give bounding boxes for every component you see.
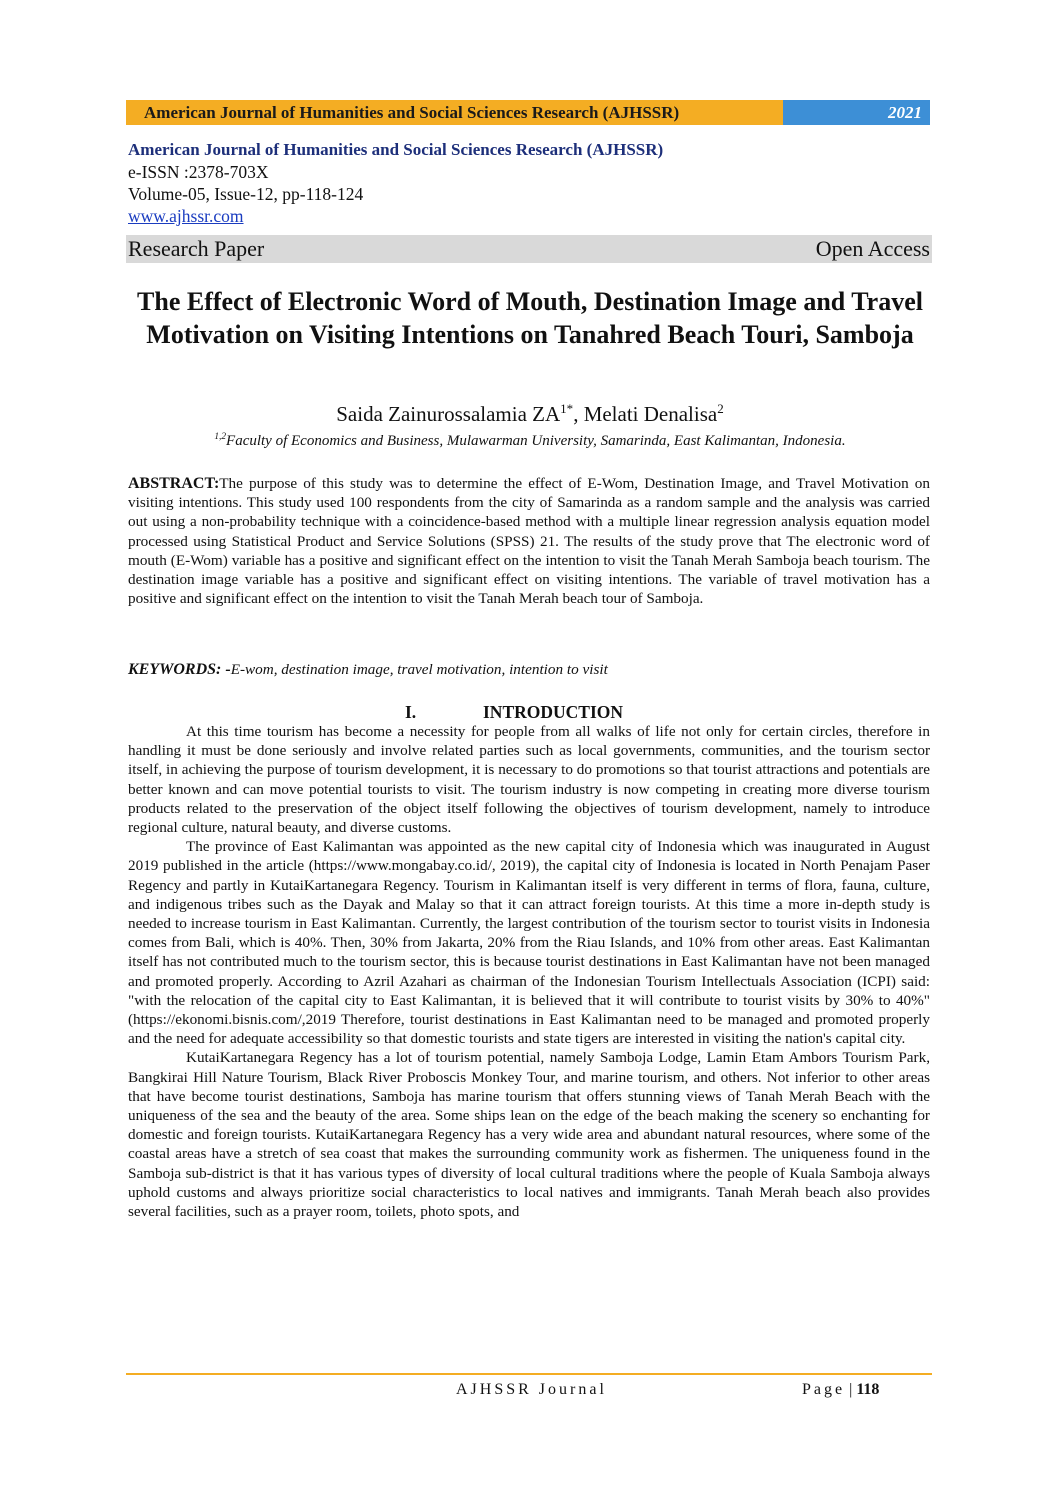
keywords-text: E-wom, destination image, travel motivation, intention to visit	[230, 661, 608, 678]
journal-name: American Journal of Humanities and Social Sciences Research (AJHSSR)	[128, 140, 664, 159]
footer-journal: AJHSSR Journal	[456, 1381, 607, 1398]
issn: e-ISSN :2378-703X	[128, 162, 269, 182]
authors	[130, 401, 930, 427]
author-1-affiliation-mark: 1*	[560, 401, 574, 416]
running-header	[126, 100, 930, 125]
journal-meta	[128, 139, 932, 227]
keywords-label: KEYWORDS: -	[128, 661, 231, 678]
website-link[interactable]: www.ajhssr.com	[128, 206, 244, 226]
section-number: I.	[405, 702, 417, 722]
paragraph: KutaiKartanegara Regency has a lot of tourism potential, namely Samboja Lodge, Lamin Etam Ambors Tourism Park, Bangkirai Hill Nature Tourism, Black River Proboscis Monkey Tour, and marine tourism, and others. Not inferior to other areas that have become tourist destinations, Samboja has marine tourism that offers stunning views of Tanah Merah Beach with the uniqueness of the sea and the beauty of the area. Some ships lean on the edge of the beach making the scenery so enchanting for domestic and foreign tourists. KutaiKartanegara Regency has a very wide area and abundant natural resources, where some of the coastal areas have a stretch of sea coast that makes the surrounding community work as fishermen. The uniqueness found in the Samboja sub-district is that it has various types of diversity of local cultural traditions where the people of Kuala Samboja always uphold customs and always prioritize social characteristics to local natives and immigrants. Tanah Merah beach also provides several facilities, such as a prayer room, toilets, photo spots, and	[128, 1049, 930, 1221]
abstract-text: The purpose of this study was to determine the effect of E-Wom, Destination Image, and Travel Motivation on visiting intentions. This study used 100 respondents from the city of Samarinda as a random sample and the analysis was carried out using a non-probability technique with a coincidence-based method with a multiple linear regression analysis equation model processed using Statistical Product and Service Solutions (SPSS) 21. The results of the study prove that The electronic word of mouth (E-Wom) variable has a positive and significant effect on the intention to visit the Tanah Merah Samboja beach tourism. The destination image variable has a positive and significant effect on visiting intentions. The variable of travel motivation has a positive and significant effect on the intention to visit the Tanah Merah beach tour of Samboja.	[128, 475, 930, 608]
footer-rule	[126, 1373, 932, 1375]
running-header-year: 2021	[783, 100, 930, 125]
author-2-affiliation-mark: 2	[717, 401, 724, 416]
running-header-journal: American Journal of Humanities and Social Sciences Research (AJHSSR)	[126, 100, 783, 125]
author-2: Melati Denalisa	[583, 402, 718, 426]
paper-type: Research Paper	[128, 236, 265, 261]
affiliation-mark: 1,2	[214, 432, 227, 442]
paragraph: The province of East Kalimantan was appointed as the new capital city of Indonesia which was inaugurated in August 2019 published in the article (https://www.mongabay.co.id/, 2019), the capital city of Indonesia is located in North Penajam Paser Regency and partly in KutaiKartanegara Regency. Tourism in Kalimantan itself is very different in terms of flora, fauna, culture, and indigenous tribes such as the Dayak and Malay so that it can attract foreign tourists. At this time a more in-depth study is needed to increase tourism in East Kalimantan. Currently, the largest contribution of the tourism sector to tourist visits in Indonesia comes from Bali, which is 40%. Then, 30% from Jakarta, 20% from the Riau Islands, and 10% from other areas. East Kalimantan itself has not contributed much to the tourism sector, this is because tourist destinations in East Kalimantan have not been managed and promoted properly. According to Azril Azahari as chairman of the Indonesian Tourism Intellectuals Association (ICPI) said: "with the relocation of the capital city to East Kalimantan, it is believed that it will contribute to tourist visits by 30% to 40%" (https://ekonomi.bisnis.com/,2019 Therefore, tourist destinations in East Kalimantan need to be managed and promoted properly and the need for adequate accessibility so that domestic tourists and state tigers are interested in visiting the nation's capital city.	[128, 838, 930, 1048]
page-label: Page	[802, 1381, 846, 1398]
affiliation-text: Faculty of Economics and Business, Mulawarman University, Samarinda, East Kalimantan, Indonesia.	[226, 433, 846, 449]
page-separator: |	[845, 1381, 857, 1398]
paper-type-bar	[126, 235, 932, 263]
body-text	[128, 722, 930, 1221]
paper-title: The Effect of Electronic Word of Mouth, Destination Image and Travel Motivation on Visiting Intentions on Tanahred Beach Touri, Samboja	[137, 287, 923, 349]
abstract	[128, 474, 930, 608]
access-type: Open Access	[815, 236, 930, 261]
page-number-value: 118	[856, 1381, 880, 1398]
paragraph: At this time tourism has become a necessity for people from all walks of life not only for certain circles, therefore in handling it must be done seriously and involve related parties such as local governments, communities, and the tourism sector itself, in achieving the purpose of tourism development, it is necessary to do promotions so that tourist attractions and potentials are better known and can move potential tourists to visit. The tourism industry is now competing in creating more diverse tourism products related to the preservation of the object itself following the objectives of tourism development, namely to introduce regional culture, natural beauty, and diverse customs.	[128, 723, 930, 837]
page-number	[802, 1380, 932, 1400]
author-separator: ,	[573, 402, 584, 426]
author-1: Saida Zainurossalamia ZA	[336, 402, 561, 426]
volume-info: Volume-05, Issue-12, pp-118-124	[128, 184, 364, 204]
section-title: INTRODUCTION	[483, 702, 624, 722]
affiliation	[130, 431, 930, 451]
abstract-label: ABSTRACT:	[128, 475, 220, 492]
keywords	[128, 660, 930, 679]
